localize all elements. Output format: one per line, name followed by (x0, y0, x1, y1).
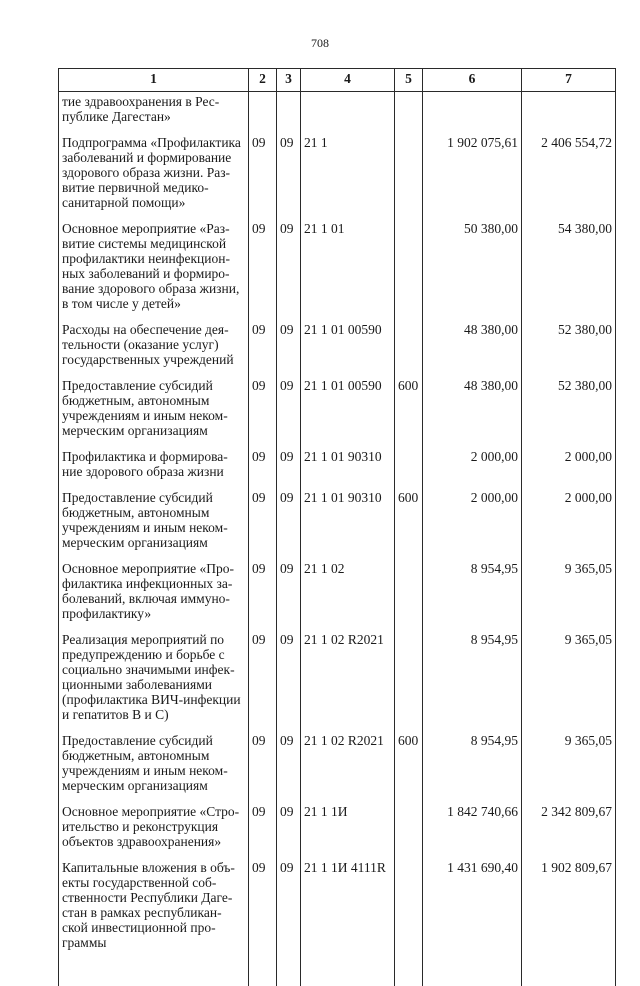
target-article-cell: 21 1 1И (301, 803, 395, 859)
subsection-code-cell: 09 (277, 220, 301, 321)
subsection-code-cell: 09 (277, 803, 301, 859)
section-code-cell: 09 (249, 631, 277, 732)
item-name-cell: тие здравоохранения в Рес- публике Дагестан» (59, 92, 249, 135)
section-code-cell: 09 (249, 220, 277, 321)
table-row (59, 560, 616, 631)
section-code-cell: 09 (249, 803, 277, 859)
item-name-cell: Основное мероприятие «Стро- ительство и реконструкция объектов здравоохранения» (59, 803, 249, 859)
subsection-code-cell: 09 (277, 859, 301, 986)
amount-year2-cell: 2 342 809,67 (522, 803, 616, 859)
subsection-code-cell: 09 (277, 489, 301, 560)
column-header: 1 (59, 69, 249, 92)
amount-year2-cell: 9 365,05 (522, 631, 616, 732)
amount-year2-cell: 2 000,00 (522, 448, 616, 489)
amount-year1-cell: 1 431 690,40 (423, 859, 522, 986)
expense-type-cell (395, 859, 423, 986)
amount-year2-cell: 9 365,05 (522, 732, 616, 803)
amount-year2-cell: 2 000,00 (522, 489, 616, 560)
target-article-cell: 21 1 01 90310 (301, 448, 395, 489)
expense-type-cell (395, 448, 423, 489)
expense-type-cell: 600 (395, 732, 423, 803)
amount-year1-cell: 1 842 740,66 (423, 803, 522, 859)
amount-year1-cell: 1 902 075,61 (423, 134, 522, 220)
amount-year1-cell: 8 954,95 (423, 732, 522, 803)
subsection-code-cell: 09 (277, 631, 301, 732)
amount-year2-cell: 52 380,00 (522, 377, 616, 448)
section-code-cell: 09 (249, 448, 277, 489)
budget-table (58, 68, 616, 986)
amount-year1-cell: 2 000,00 (423, 489, 522, 560)
target-article-cell: 21 1 (301, 134, 395, 220)
expense-type-cell (395, 134, 423, 220)
column-header: 6 (423, 69, 522, 92)
item-name-cell: Основное мероприятие «Раз- витие системы медицинской профилактики неинфекцион- ных заболеваний и формиро- вание здорового образа жизни, в том числе у детей» (59, 220, 249, 321)
item-name-cell: Профилактика и формирова- ние здорового образа жизни (59, 448, 249, 489)
amount-year1-cell: 48 380,00 (423, 321, 522, 377)
table-row (59, 220, 616, 321)
expense-type-cell: 600 (395, 489, 423, 560)
target-article-cell: 21 1 01 90310 (301, 489, 395, 560)
subsection-code-cell: 09 (277, 448, 301, 489)
amount-year1-cell: 50 380,00 (423, 220, 522, 321)
page-number: 708 (311, 36, 329, 50)
table-row (59, 489, 616, 560)
subsection-code-cell: 09 (277, 732, 301, 803)
amount-year2-cell: 2 406 554,72 (522, 134, 616, 220)
section-code-cell: 09 (249, 859, 277, 986)
amount-year2-cell: 52 380,00 (522, 321, 616, 377)
item-name-cell: Основное мероприятие «Про- филактика инфекционных за- болеваний, включая иммуно- профилактику» (59, 560, 249, 631)
target-article-cell (301, 92, 395, 135)
expense-type-cell: 600 (395, 377, 423, 448)
item-name-cell: Реализация мероприятий по предупреждению и борьбе с социально значимыми инфек- ционными заболеваниями (профилактика ВИЧ-инфекции и гепатитов В и С) (59, 631, 249, 732)
expense-type-cell (395, 220, 423, 321)
section-code-cell: 09 (249, 321, 277, 377)
expense-type-cell (395, 92, 423, 135)
target-article-cell: 21 1 02 R2021 (301, 732, 395, 803)
section-code-cell: 09 (249, 134, 277, 220)
item-name-cell: Предоставление субсидий бюджетным, автономным учреждениям и иным неком- мерческим организациям (59, 489, 249, 560)
amount-year1-cell: 8 954,95 (423, 560, 522, 631)
table-row (59, 859, 616, 986)
column-header: 5 (395, 69, 423, 92)
target-article-cell: 21 1 01 00590 (301, 321, 395, 377)
item-name-cell: Подпрограмма «Профилактика заболеваний и формирование здорового образа жизни. Раз- витие первичной медико- санитарной помощи» (59, 134, 249, 220)
section-code-cell: 09 (249, 560, 277, 631)
expense-type-cell (395, 631, 423, 732)
expense-type-cell (395, 560, 423, 631)
table-row (59, 134, 616, 220)
table-row (59, 631, 616, 732)
amount-year1-cell (423, 92, 522, 135)
section-code-cell: 09 (249, 489, 277, 560)
item-name-cell: Капитальные вложения в объ- екты государственной соб- ственности Республики Даге- стан в рамках республикан- ской инвестиционной про- граммы (59, 859, 249, 986)
subsection-code-cell: 09 (277, 134, 301, 220)
target-article-cell: 21 1 01 00590 (301, 377, 395, 448)
amount-year2-cell (522, 92, 616, 135)
target-article-cell: 21 1 1И 4111R (301, 859, 395, 986)
subsection-code-cell (277, 92, 301, 135)
table-row (59, 448, 616, 489)
table-row (59, 321, 616, 377)
amount-year1-cell: 2 000,00 (423, 448, 522, 489)
subsection-code-cell: 09 (277, 377, 301, 448)
amount-year1-cell: 48 380,00 (423, 377, 522, 448)
target-article-cell: 21 1 02 R2021 (301, 631, 395, 732)
target-article-cell: 21 1 02 (301, 560, 395, 631)
item-name-cell: Расходы на обеспечение дея- тельности (оказание услуг) государственных учреждений (59, 321, 249, 377)
expense-type-cell (395, 321, 423, 377)
amount-year1-cell: 8 954,95 (423, 631, 522, 732)
item-name-cell: Предоставление субсидий бюджетным, автономным учреждениям и иным неком- мерческим организациям (59, 732, 249, 803)
target-article-cell: 21 1 01 (301, 220, 395, 321)
subsection-code-cell: 09 (277, 321, 301, 377)
section-code-cell (249, 92, 277, 135)
table-row (59, 803, 616, 859)
expense-type-cell (395, 803, 423, 859)
table-row (59, 377, 616, 448)
amount-year2-cell: 54 380,00 (522, 220, 616, 321)
table-row (59, 92, 616, 135)
table-header-row (59, 69, 616, 92)
section-code-cell: 09 (249, 377, 277, 448)
column-header: 4 (301, 69, 395, 92)
section-code-cell: 09 (249, 732, 277, 803)
table-row (59, 732, 616, 803)
column-header: 7 (522, 69, 616, 92)
column-header: 3 (277, 69, 301, 92)
column-header: 2 (249, 69, 277, 92)
amount-year2-cell: 1 902 809,67 (522, 859, 616, 986)
amount-year2-cell: 9 365,05 (522, 560, 616, 631)
subsection-code-cell: 09 (277, 560, 301, 631)
item-name-cell: Предоставление субсидий бюджетным, автономным учреждениям и иным неком- мерческим организациям (59, 377, 249, 448)
